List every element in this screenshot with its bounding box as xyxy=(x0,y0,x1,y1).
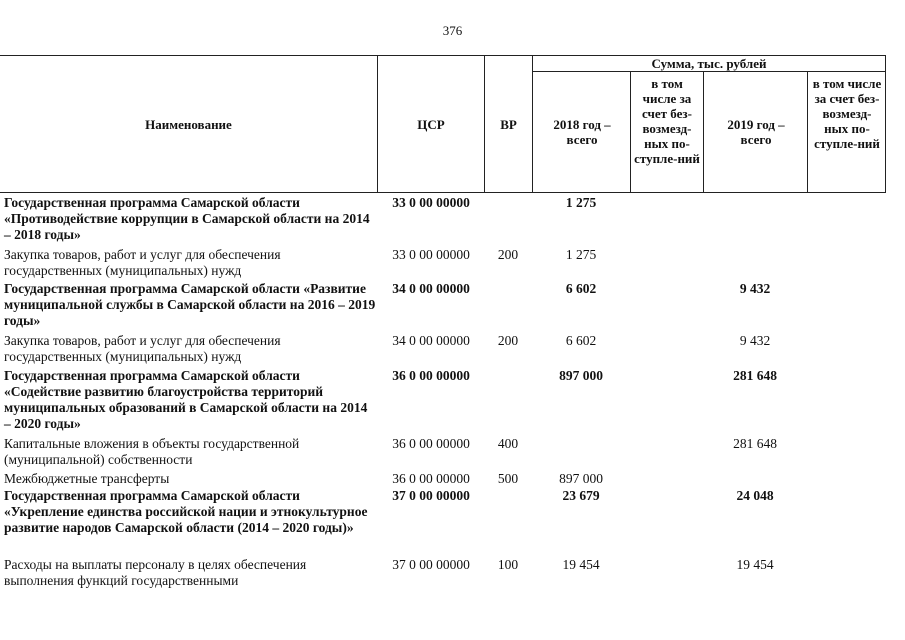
row-csr: 37 0 00 00000 xyxy=(392,488,470,503)
row-2018: 1 275 xyxy=(565,247,597,262)
header-2019-free: в том числе за счет без-возмезд-ных по-ступле-ний xyxy=(812,76,882,151)
header-2019-total: 2019 год – всего xyxy=(727,117,785,147)
header-bottom-border xyxy=(0,192,886,193)
row-2018: 6 602 xyxy=(565,333,597,348)
row-2019: 24 048 xyxy=(736,488,774,503)
row-name: Расходы на выплаты персоналу в целях обеспечения выполнения функций государственными xyxy=(4,557,307,588)
row-vr: 200 xyxy=(497,247,519,262)
page-number: 376 xyxy=(442,23,463,38)
row-name: Закупка товаров, работ и услуг для обеспечения государственных (муниципальных) нужд xyxy=(4,247,281,278)
row-vr: 200 xyxy=(497,333,519,348)
row-vr: 100 xyxy=(497,557,519,572)
header-name: Наименование xyxy=(145,117,232,132)
header-vr: ВР xyxy=(500,117,517,132)
header-2018-free: в том числе за счет без-возмезд-ных по-ступле-ний xyxy=(634,76,700,166)
row-csr: 36 0 00 00000 xyxy=(392,368,470,383)
col-divider-sum xyxy=(532,55,533,192)
row-csr: 37 0 00 00000 xyxy=(392,557,470,572)
row-2018: 23 679 xyxy=(562,488,600,503)
row-csr: 36 0 00 00000 xyxy=(392,436,470,451)
row-name: Государственная программа Самарской области «Противодействие коррупции в Самарской области на 2014 – 2018 годы» xyxy=(4,195,370,242)
row-2018: 897 000 xyxy=(559,368,603,383)
row-vr: 500 xyxy=(497,471,519,486)
row-name: Государственная программа Самарской области «Содействие развитию благоустройства территорий муниципальных образований в Самарской области на 2014 – 2020 годы» xyxy=(4,368,368,431)
row-csr: 33 0 00 00000 xyxy=(392,195,470,210)
row-name: Капитальные вложения в объекты государственной (муниципальной) собственности xyxy=(4,436,300,467)
header-sum-group: Сумма, тыс. рублей xyxy=(651,56,767,71)
row-vr: 400 xyxy=(497,436,519,451)
row-2019: 281 648 xyxy=(733,436,777,451)
row-2019: 281 648 xyxy=(733,368,777,383)
row-csr: 34 0 00 00000 xyxy=(392,281,470,296)
table-right-border xyxy=(885,55,886,192)
row-2018: 6 602 xyxy=(565,281,597,296)
col-divider-2018-free xyxy=(630,71,631,192)
row-2018: 897 000 xyxy=(559,471,603,486)
row-csr: 33 0 00 00000 xyxy=(392,247,470,262)
header-2018-total: 2018 год – всего xyxy=(553,117,611,147)
row-name: Государственная программа Самарской области «Укрепление единства российской нации и этнокультурное развитие народов Самарской области (2014 – 2020 годы)» xyxy=(4,488,368,535)
row-2019: 9 432 xyxy=(739,281,771,296)
row-2018: 1 275 xyxy=(565,195,597,210)
row-name: Государственная программа Самарской области «Развитие муниципальной службы в Самарской области на 2016 – 2019 годы» xyxy=(4,281,376,328)
row-csr: 36 0 00 00000 xyxy=(392,471,470,486)
row-2019: 9 432 xyxy=(739,333,771,348)
row-2018: 19 454 xyxy=(562,557,600,572)
header-csr: ЦСР xyxy=(417,117,445,132)
row-name: Закупка товаров, работ и услуг для обеспечения государственных (муниципальных) нужд xyxy=(4,333,281,364)
row-csr: 34 0 00 00000 xyxy=(392,333,470,348)
row-2019: 19 454 xyxy=(736,557,774,572)
col-divider-2019 xyxy=(703,71,704,192)
sum-group-divider xyxy=(533,71,886,72)
row-name: Межбюджетные трансферты xyxy=(4,471,170,486)
col-divider-2019-free xyxy=(807,71,808,192)
